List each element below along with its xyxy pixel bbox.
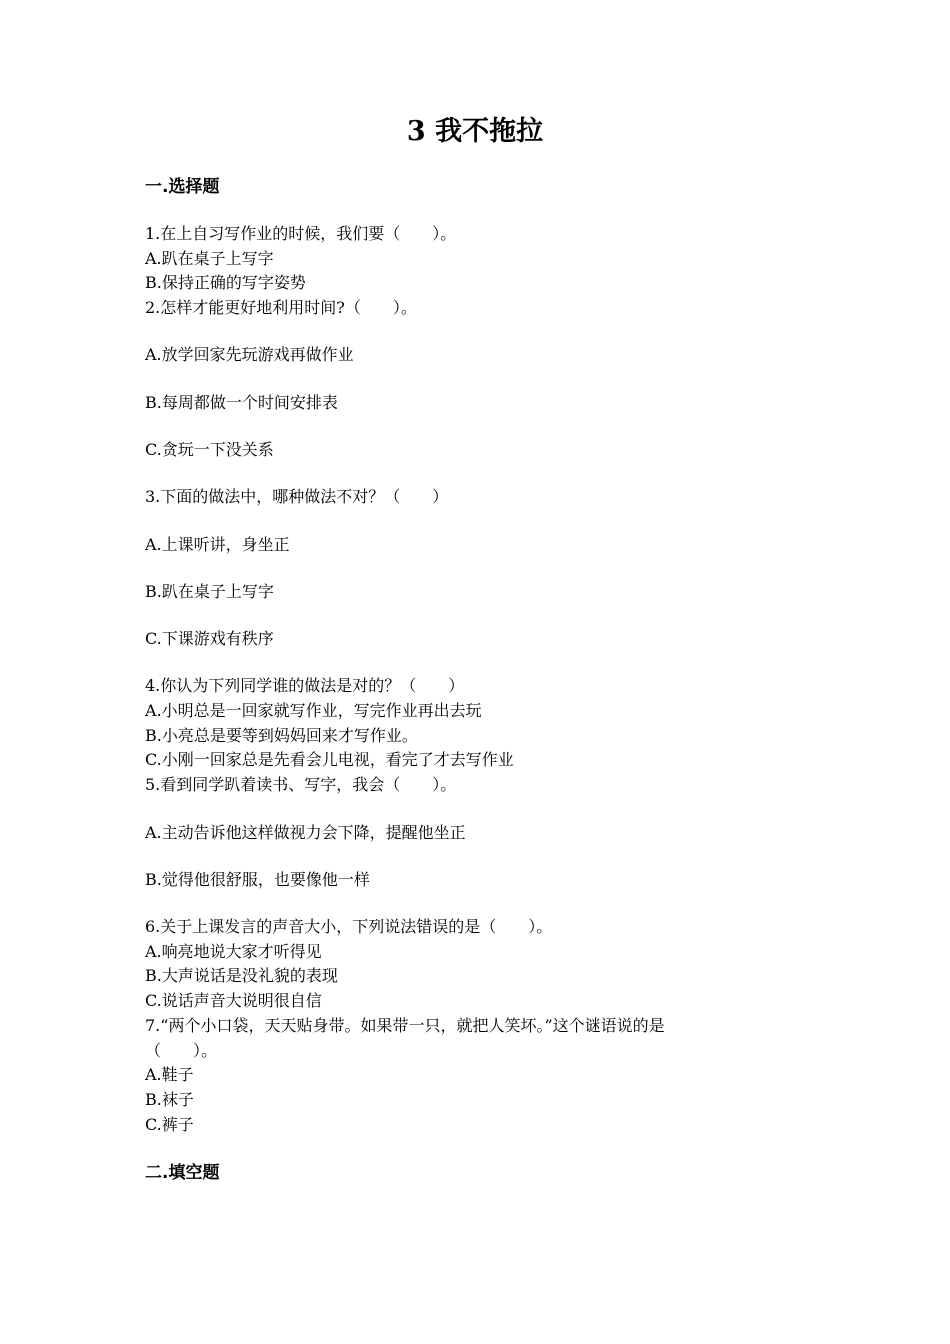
question-6-option-b: B.大声说话是没礼貌的表现: [145, 966, 338, 985]
question-4-option-b: B.小亮总是要等到妈妈回来才写作业。: [145, 726, 418, 745]
question-3-option-b: B.趴在桌子上写字: [145, 582, 274, 601]
question-6-option-c: C.说话声音大说明很自信: [145, 991, 322, 1010]
question-2-option-a: A.放学回家先玩游戏再做作业: [145, 345, 354, 364]
page-title: 3 我不拖拉: [406, 116, 544, 147]
question-1-stem: 1.在上自习写作业的时候，我们要（ ）。: [145, 224, 457, 243]
question-5-stem: 5.看到同学趴着读书、写字，我会（ ）。: [145, 775, 457, 794]
question-3-stem: 3.下面的做法中，哪种做法不对？（ ）: [145, 487, 449, 506]
question-7-option-c: C.裤子: [145, 1115, 194, 1134]
question-5-option-a: A.主动告诉他这样做视力会下降，提醒他坐正: [145, 823, 466, 842]
question-5-option-b: B.觉得他很舒服，也要像他一样: [145, 870, 370, 889]
question-2-option-c: C.贪玩一下没关系: [145, 440, 274, 459]
question-7-stem-continued: （ ）。: [145, 1041, 218, 1060]
question-7-stem: 7.“两个小口袋，天天贴身带。如果带一只，就把人笑坏。”这个谜语说的是: [145, 1016, 665, 1035]
section-heading-choice: 一.选择题: [145, 177, 220, 197]
question-1-option-b: B.保持正确的写字姿势: [145, 273, 306, 292]
question-3-option-a: A.上课听讲，身坐正: [145, 535, 290, 554]
section-heading-fill: 二.填空题: [145, 1163, 220, 1183]
question-4-option-a: A.小明总是一回家就写作业，写完作业再出去玩: [145, 701, 482, 720]
question-7-option-b: B.袜子: [145, 1090, 194, 1109]
question-1-option-a: A.趴在桌子上写字: [145, 249, 274, 268]
question-7-option-a: A.鞋子: [145, 1065, 194, 1084]
question-4-option-c: C.小刚一回家总是先看会儿电视，看完了才去写作业: [145, 750, 514, 769]
question-3-option-c: C.下课游戏有秩序: [145, 629, 274, 648]
question-6-stem: 6.关于上课发言的声音大小，下列说法错误的是（ ）。: [145, 917, 553, 936]
question-2-option-b: B.每周都做一个时间安排表: [145, 393, 338, 412]
question-2-stem: 2.怎样才能更好地利用时间?（ ）。: [145, 298, 417, 317]
question-4-stem: 4.你认为下列同学谁的做法是对的？（ ）: [145, 676, 465, 695]
question-6-option-a: A.响亮地说大家才听得见: [145, 942, 322, 961]
